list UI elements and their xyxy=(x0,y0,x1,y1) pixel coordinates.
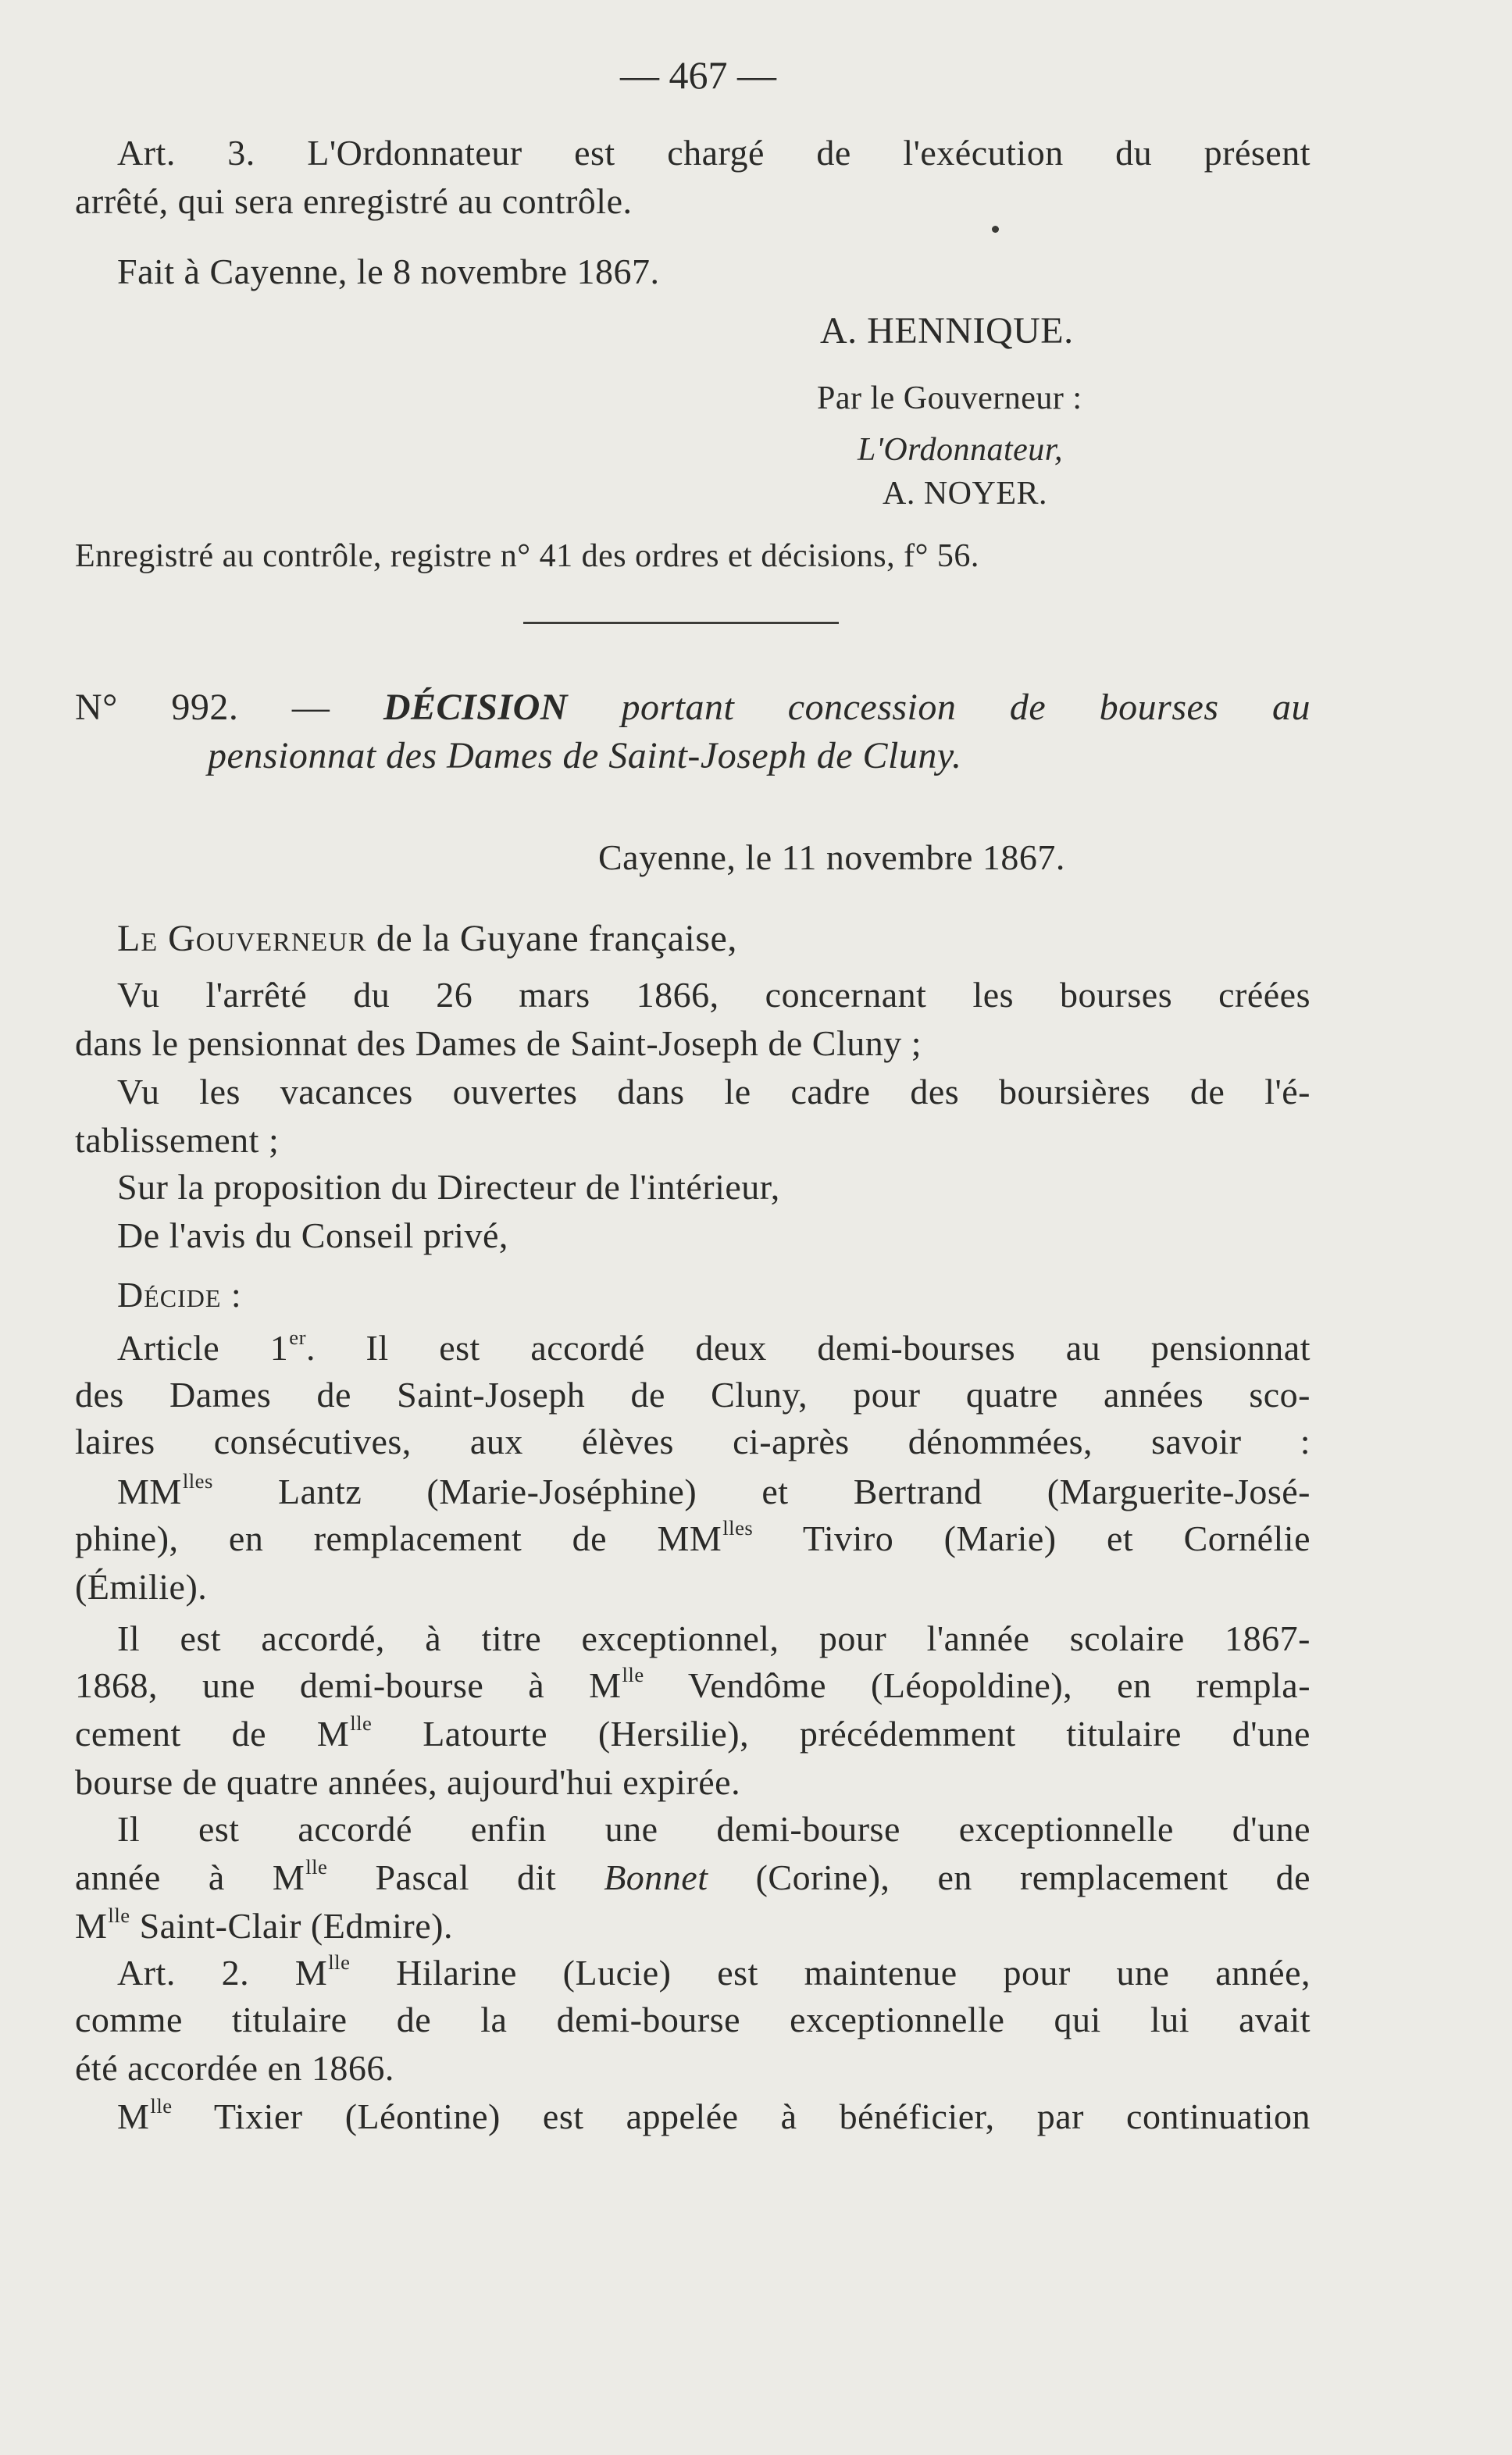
mm-prefix: MM xyxy=(117,1472,182,1511)
le-gouverneur-rest: de la Guyane française, xyxy=(366,918,737,959)
section-divider xyxy=(523,622,839,624)
article-2-line-2: comme titulaire de la demi-bourse exceptionnelle qui lui avait xyxy=(75,2000,1311,2039)
dateline: Cayenne, le 11 novembre 1867. xyxy=(598,837,1065,877)
heading-dash: — xyxy=(291,687,330,728)
vu-arrete-line-1: Vu l'arrêté du 26 mars 1866, concernant les bourses créées xyxy=(117,975,1311,1015)
article-2-line-3: été accordée en 1866. xyxy=(75,2048,394,2088)
exceptionnel-line-2-sup: lle xyxy=(622,1663,644,1686)
ink-dot xyxy=(992,226,999,233)
names-line-2-a: phine), en remplacement de MM xyxy=(75,1518,722,1558)
par-le-gouverneur: Par le Gouverneur : xyxy=(817,380,1082,416)
le-gouverneur-line xyxy=(117,915,737,962)
names-line-1 xyxy=(117,1468,1311,1515)
exceptionnel-line-1: Il est accordé, à titre exceptionnel, pour l'année scolaire 1867- xyxy=(117,1618,1311,1658)
signature-noyer: A. NOYER. xyxy=(883,476,1047,512)
decision-title-word: DÉCISION xyxy=(383,687,568,728)
article-1-line-1 xyxy=(117,1325,1311,1372)
article-3-line-1: Art. 3. L'Ordonnateur est chargé de l'exécution du présent xyxy=(117,133,1311,173)
exceptionnel-line-3-sup: lle xyxy=(350,1711,373,1735)
vu-vacances-line-1: Vu les vacances ouvertes dans le cadre des boursières de l'é- xyxy=(117,1072,1311,1112)
article-2-line-1 xyxy=(117,1950,1311,1996)
exceptionnel-line-3-b: Latourte (Hersilie), précédemment titulaire d'une xyxy=(372,1714,1311,1754)
l-ordonnateur: L'Ordonnateur, xyxy=(858,432,1063,468)
enfin-line-2-a: année à M xyxy=(75,1857,305,1897)
enfin-line-2-italic: Bonnet xyxy=(604,1857,708,1897)
enfin-line-2 xyxy=(75,1854,1311,1901)
article-1-line-2: des Dames de Saint-Joseph de Cluny, pour quatre années sco- xyxy=(75,1375,1311,1415)
last-line-sup: lle xyxy=(150,2094,173,2118)
last-line-a: M xyxy=(117,2096,150,2136)
article-2-line-1-a: Art. 2. M xyxy=(117,1953,328,1993)
enregistre-au-controle: Enregistré au contrôle, registre n° 41 des ordres et décisions, f° 56. xyxy=(75,538,979,574)
names-line-2 xyxy=(75,1515,1311,1562)
article-2-line-1-sup: lle xyxy=(328,1950,351,1974)
enfin-line-1: Il est accordé enfin une demi-bourse exceptionnelle d'une xyxy=(117,1809,1311,1849)
enfin-line-3-b: Saint-Clair (Edmire). xyxy=(130,1906,453,1946)
enfin-line-2-b: Pascal dit xyxy=(327,1857,604,1897)
decision-heading-line-2: pensionnat des Dames de Saint-Joseph de Cluny. xyxy=(208,735,962,776)
exceptionnel-line-4: bourse de quatre années, aujourd'hui expirée. xyxy=(75,1762,741,1802)
exceptionnel-line-3 xyxy=(75,1711,1311,1757)
article-1-line-3: laires consécutives, aux élèves ci-après dénommées, savoir : xyxy=(75,1422,1311,1461)
names-line-2-b: Tiviro (Marie) et Cornélie xyxy=(753,1518,1311,1558)
vu-arrete-line-2: dans le pensionnat des Dames de Saint-Joseph de Cluny ; xyxy=(75,1023,922,1063)
last-line-b: Tixier (Léontine) est appelée à bénéficier, par continuation xyxy=(172,2096,1311,2136)
exceptionnel-line-2 xyxy=(75,1662,1311,1709)
sur-la-proposition: Sur la proposition du Directeur de l'intérieur, xyxy=(117,1167,780,1207)
exceptionnel-line-2-a: 1868, une demi-bourse à M xyxy=(75,1665,622,1705)
article-1-text: . Il est accordé deux demi-bourses au pensionnat xyxy=(306,1328,1311,1368)
decision-number: N° 992. xyxy=(75,687,239,728)
signature-hennique: A. HENNIQUE. xyxy=(820,310,1074,351)
exceptionnel-line-2-b: Vendôme (Léopoldine), en rempla- xyxy=(644,1665,1311,1705)
exceptionnel-line-3-a: cement de M xyxy=(75,1714,350,1754)
enfin-line-2-sup: lle xyxy=(305,1855,328,1879)
names-line-1-text: Lantz (Marie-Joséphine) et Bertrand (Marguerite-José- xyxy=(212,1472,1311,1511)
decision-heading-line-1 xyxy=(75,684,1311,731)
de-l-avis: De l'avis du Conseil privé, xyxy=(117,1215,508,1255)
vu-vacances-line-2: tablissement ; xyxy=(75,1120,280,1160)
enfin-line-3 xyxy=(75,1903,453,1950)
le-gouverneur-title: Le Gouverneur xyxy=(117,918,367,959)
article-1-label: Article 1 xyxy=(117,1328,289,1368)
last-line xyxy=(117,2093,1311,2140)
page-number: — 467 — xyxy=(620,53,776,97)
decide: Décide : xyxy=(117,1275,242,1315)
article-3-line-2: arrêté, qui sera enregistré au contrôle. xyxy=(75,181,633,221)
mm2-sup: lles xyxy=(722,1516,754,1540)
article-2-line-1-b: Hilarine (Lucie) est maintenue pour une année, xyxy=(350,1953,1311,1993)
fait-a-cayenne: Fait à Cayenne, le 8 novembre 1867. xyxy=(117,252,660,291)
decision-title-rest: portant concession de bourses au xyxy=(621,687,1311,728)
enfin-line-2-c: (Corine), en remplacement de xyxy=(708,1857,1311,1897)
enfin-line-3-sup: lle xyxy=(108,1904,130,1927)
mm-sup: lles xyxy=(182,1469,213,1493)
article-1-sup: er xyxy=(289,1326,306,1349)
enfin-line-3-a: M xyxy=(75,1906,108,1946)
names-line-3: (Émilie). xyxy=(75,1567,208,1607)
